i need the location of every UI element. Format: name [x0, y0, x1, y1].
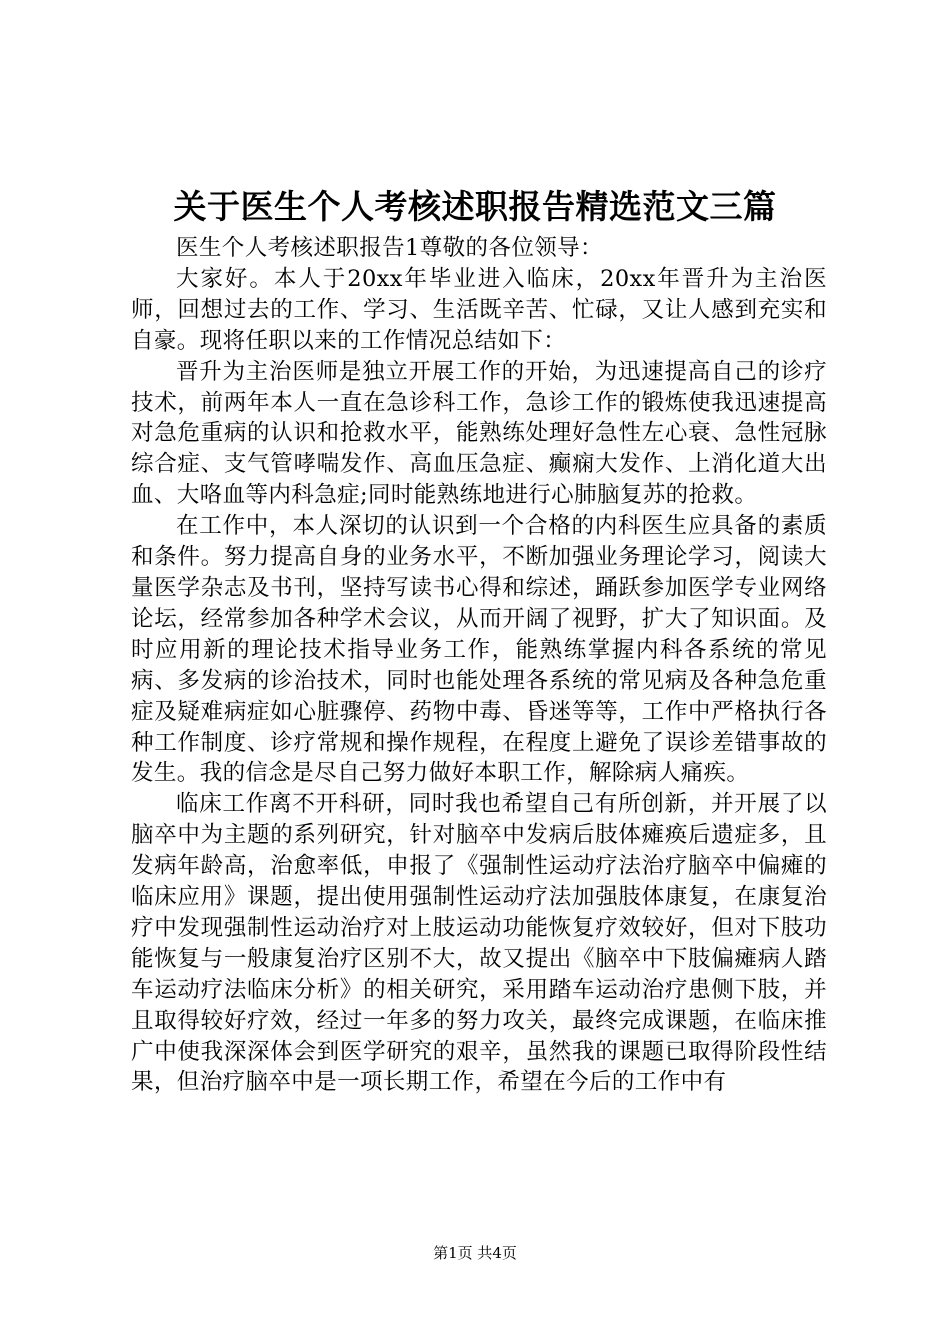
document-body: [131, 233, 827, 1098]
page-number-footer: 第1页 共4页: [433, 1244, 517, 1262]
paragraph-greeting: 大家好。本人于20xx年毕业进入临床，20xx年晋升为主治医师，回想过去的工作、学习、生活既辛苦、忙碌，又让人感到充实和自豪。现将任职以来的工作情况总结如下：: [131, 265, 827, 354]
paragraph-emergency-work: 晋升为主治医师是独立开展工作的开始，为迅速提高自己的诊疗技术，前两年本人一直在急诊科工作，急诊工作的锻炼使我迅速提高对急危重病的认识和抢救水平，能熟练处理好急性左心衰、急性冠脉综合症、支气管哮喘发作、高血压急症、癫痫大发作、上消化道大出血、大咯血等内科急症;同时能熟练地进行心肺脑复苏的抢救。: [131, 358, 827, 509]
paragraph-professional-study: 在工作中，本人深切的认识到一个合格的内科医生应具备的素质和条件。努力提高自身的业务水平，不断加强业务理论学习，阅读大量医学杂志及书刊，坚持写读书心得和综述，踊跃参加医学专业网络论坛，经常参加各种学术会议，从而开阔了视野，扩大了知识面。及时应用新的理论技术指导业务工作，能熟练掌握内科各系统的常见病、多发病的诊治技术，同时也能处理各系统的常见病及各种急危重症及疑难病症如心脏骤停、药物中毒、昏迷等等，工作中严格执行各种工作制度、诊疗常规和操作规程，在程度上避免了误诊差错事故的发生。我的信念是尽自己努力做好本职工作，解除病人痛疾。: [131, 513, 827, 787]
paragraph-research: 临床工作离不开科研，同时我也希望自己有所创新，并开展了以脑卒中为主题的系列研究，针对脑卒中发病后肢体瘫痪后遗症多，且发病年龄高，治愈率低，申报了《强制性运动疗法治疗脑卒中偏瘫的临床应用》课题，提出使用强制性运动疗法加强肢体康复，在康复治疗中发现强制性运动治疗对上肢运动功能恢复疗效较好，但对下肢功能恢复与一般康复治疗区别不大，故又提出《脑卒中下肢偏瘫病人踏车运动疗法临床分析》的相关研究，采用踏车运动治疗患侧下肢，并且取得较好疗效，经过一年多的努力攻关，最终完成课题，在临床推广中使我深深体会到医学研究的艰辛，虽然我的课题已取得阶段性结果，但治疗脑卒中是一项长期工作，希望在今后的工作中有: [131, 791, 827, 1096]
document-title: 关于医生个人考核述职报告精选范文三篇: [173, 187, 777, 226]
paragraph-salutation: 医生个人考核述职报告1尊敬的各位领导：: [176, 235, 603, 261]
